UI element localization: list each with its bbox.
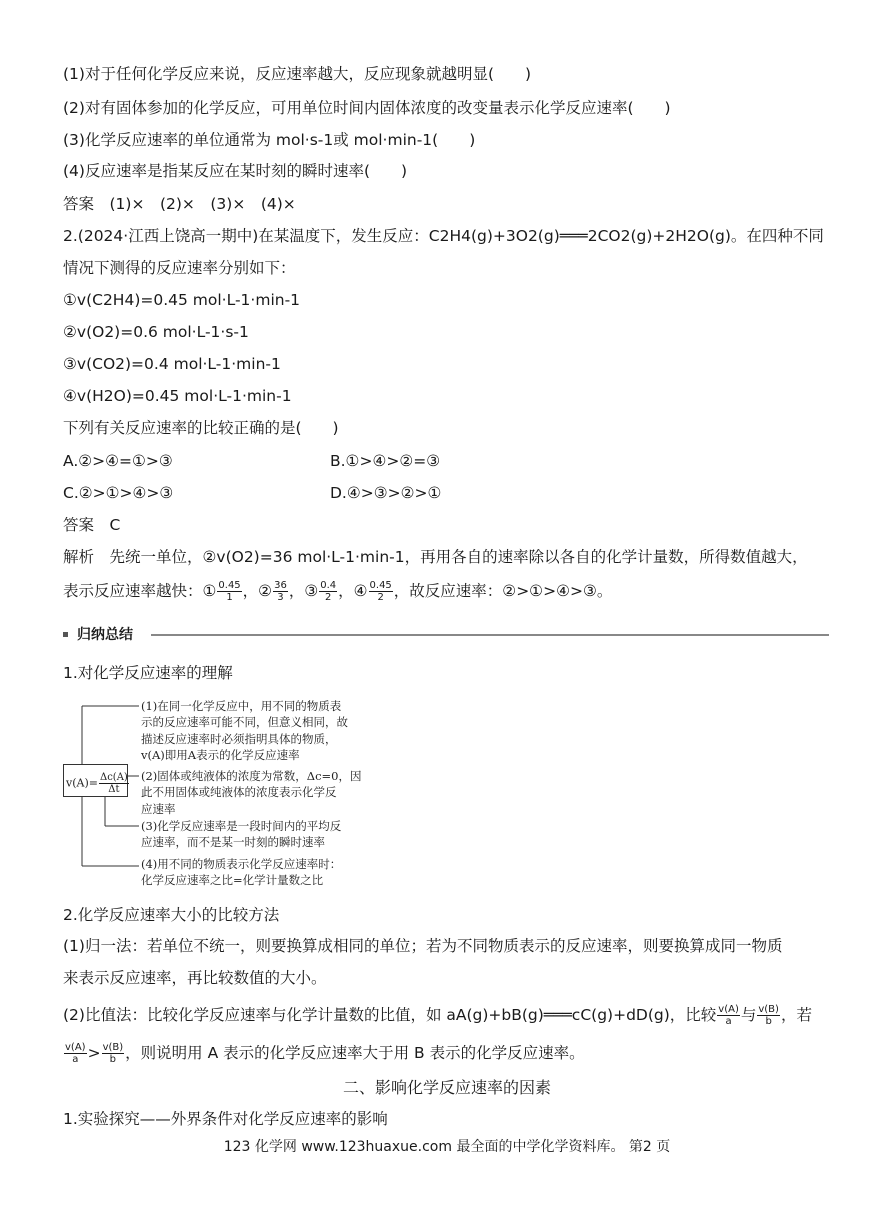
- branch-4-line: (4)用不同的物质表示化学反应速率时：: [141, 857, 342, 871]
- fraction-2: [273, 580, 288, 603]
- branch-3-line: (3)化学反应速率是一段时间内的平均反: [141, 819, 342, 833]
- rate-formula: [66, 772, 130, 795]
- ratio-a-compare-den: a: [72, 1054, 79, 1065]
- formula-num: Δc(A): [99, 772, 128, 783]
- summary-heading-1: 1.对化学反应速率的理解: [63, 664, 233, 682]
- ratio-a-den: a: [725, 1016, 732, 1027]
- formula-den: Δt: [108, 784, 120, 795]
- rate-understanding-diagram: [63, 696, 393, 892]
- method-1-line2: 来表示反应速率，再比较数值的大小。: [63, 969, 327, 987]
- option-c: C.②>①>④>③: [63, 484, 174, 502]
- judgment-item-2: (2)对有固体参加的化学反应，可用单位时间内固体浓度的改变量表示化学反应速率( ): [63, 99, 671, 117]
- ratio-b-compare-den: b: [109, 1054, 117, 1065]
- fraction-3-num: 0.4: [320, 580, 337, 591]
- ratio-b: [757, 1004, 780, 1027]
- explanation-text-a: 表示反应速率越快：①: [63, 582, 217, 600]
- problem-2-stem-line2: 情况下测得的反应速率分别如下：: [63, 259, 296, 277]
- explanation-text-b: ，②: [242, 582, 273, 600]
- greater-than: >: [87, 1044, 101, 1062]
- problem-2-answer: 答案 C: [63, 516, 121, 534]
- judgment-item-1: (1)对于任何化学反应来说，反应速率越大，反应现象就越明显( ): [63, 65, 532, 83]
- branch-1-line: (1)在同一化学反应中，用不同的物质表: [141, 699, 342, 713]
- branch-1-line: 示的反应速率可能不同，但意义相同，故: [141, 715, 348, 730]
- branch-1-line: v(A)即用A表示的化学反应速率: [141, 748, 300, 763]
- ratio-a-compare-num: v(A): [65, 1042, 86, 1053]
- diagram-branch-2: [141, 768, 362, 817]
- fraction-1-num: 0.45: [218, 580, 241, 591]
- branch-1-line: 描述反应速率时必须指明具体的物质，: [141, 731, 337, 746]
- rate-condition-3: ③v(CO2)=0.4 mol·L-1·min-1: [63, 355, 281, 373]
- fraction-3: [319, 580, 337, 603]
- ratio-a-num: v(A): [718, 1004, 739, 1015]
- method-2-if: ，若: [780, 1006, 812, 1024]
- branch-3-line: 应速率，而不是某一时刻的瞬时速率: [141, 835, 325, 850]
- fraction-4: [369, 580, 393, 603]
- fraction-4-num: 0.45: [369, 580, 392, 591]
- fraction-2-num: 36: [274, 580, 287, 591]
- explanation-text-e: ，故反应速率：②>①>④>③。: [393, 582, 613, 600]
- branch-4-line: 化学反应速率之比=化学计量数之比: [141, 873, 324, 888]
- fraction-2-den: 3: [277, 592, 284, 603]
- ratio-b-compare: [102, 1042, 125, 1065]
- rate-condition-1: ①v(C2H4)=0.45 mol·L-1·min-1: [63, 291, 301, 309]
- branch-2-line: (2)固体或纯液体的浓度为常数，Δc=0，因: [141, 769, 362, 783]
- ratio-b-compare-num: v(B): [102, 1042, 124, 1053]
- rate-condition-4: ④v(H2O)=0.45 mol·L-1·min-1: [63, 387, 292, 405]
- branch-2-line: 此不用固体或纯液体的浓度表示化学反: [141, 785, 337, 800]
- section-rule: [151, 634, 829, 636]
- option-b: B.①>④>②=③: [330, 452, 441, 470]
- diagram-branch-3: [141, 818, 341, 851]
- ratio-a-compare: [64, 1042, 87, 1065]
- summary-section-bar: [63, 624, 829, 646]
- branch-2-line: 应速率: [141, 801, 176, 816]
- explanation-text-d: ，④: [338, 582, 368, 600]
- method-2-conclusion: ，则说明用 A 表示的化学反应速率大于用 B 表示的化学反应速率。: [125, 1044, 585, 1062]
- judgment-item-4: (4)反应速率是指某反应在某时刻的瞬时速率( ): [63, 162, 408, 180]
- diagram-branch-1: [141, 698, 348, 764]
- diagram-branch-4: [141, 856, 341, 889]
- summary-title: 归纳总结: [77, 627, 133, 643]
- bullet-square-icon: [63, 632, 68, 637]
- method-2-text: (2)比值法：比较化学反应速率与化学计量数的比值，如 aA(g)+bB(g)═══cC(g)+dD(g)，比较: [63, 1006, 717, 1024]
- fraction-4-den: 2: [377, 592, 384, 603]
- problem-2-question: 下列有关反应速率的比较正确的是( ): [63, 419, 339, 437]
- ratio-b-den: b: [765, 1016, 772, 1027]
- fraction-3-den: 2: [324, 592, 332, 603]
- formula-lhs: v(A)=: [66, 776, 98, 790]
- rate-condition-2: ②v(O2)=0.6 mol·L-1·s-1: [63, 323, 249, 341]
- explanation-line1: 解析 先统一单位，②v(O2)=36 mol·L-1·min-1，再用各自的速率除以各自的化学计量数，所得数值越大，: [63, 548, 808, 566]
- ratio-b-num: v(B): [758, 1004, 779, 1015]
- formula-fraction: [99, 772, 129, 795]
- explanation-line2: [63, 580, 612, 603]
- judgment-item-3: (3)化学反应速率的单位通常为 mol·s-1或 mol·min-1( ): [63, 131, 476, 149]
- explanation-text-c: ，③: [288, 582, 319, 600]
- section-2-heading: 二、影响化学反应速率的因素: [342, 1078, 551, 1097]
- summary-heading-2: 2.化学反应速率大小的比较方法: [63, 906, 280, 924]
- method-2-line2: [63, 1042, 585, 1065]
- method-2-with: 与: [740, 1006, 757, 1024]
- option-a: A.②>④=①>③: [63, 452, 173, 470]
- option-d: D.④>③>②>①: [330, 484, 442, 502]
- method-2-line1: [63, 1004, 812, 1027]
- page-footer: 123 化学网 www.123huaxue.com 最全面的中学化学资料库。 第2 页: [223, 1139, 671, 1155]
- judgment-answer: 答案 (1)× (2)× (3)× (4)×: [63, 195, 296, 213]
- fraction-1: [217, 580, 241, 603]
- ratio-a: [717, 1004, 740, 1027]
- section-2-subheading: 1.实验探究——外界条件对化学反应速率的影响: [63, 1110, 388, 1128]
- fraction-1-den: 1: [226, 592, 233, 603]
- problem-2-stem-line1: 2.(2024·江西上饶高一期中)在某温度下，发生反应：C2H4(g)+3O2(g)═══2CO2(g)+2H2O(g)。在四种不同: [63, 227, 824, 245]
- method-1-line1: (1)归一法：若单位不统一，则要换算成相同的单位；若为不同物质表示的反应速率，则要换算成同一物质: [63, 937, 783, 955]
